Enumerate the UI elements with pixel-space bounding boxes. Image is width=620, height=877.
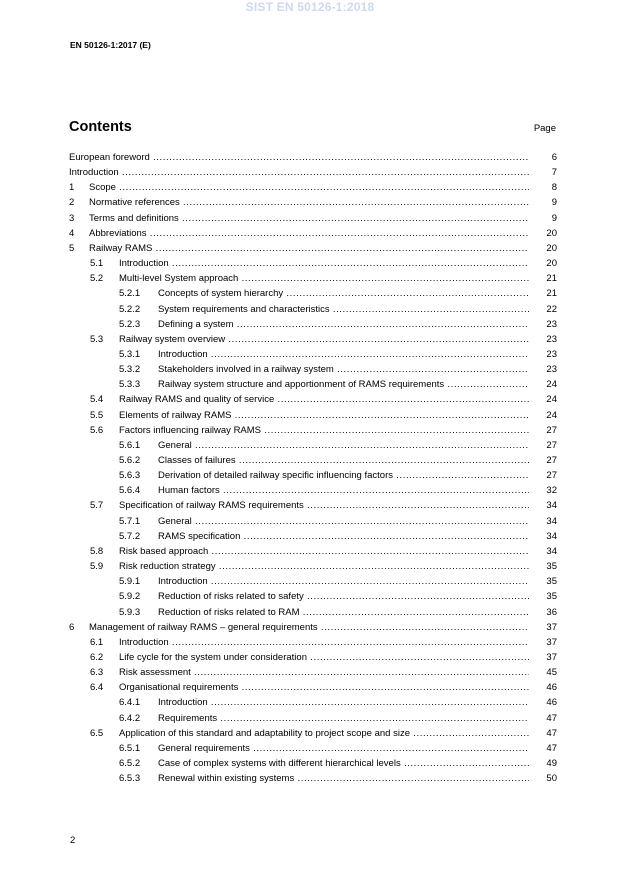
toc-entry-title: Abbreviations ..... [89,226,529,241]
toc-entry-page: 20 [529,241,557,256]
toc-entry-number: 5.7 [90,500,104,512]
toc-entry-number: 5.2 [90,273,104,285]
toc-entry-page: 35 [529,574,557,589]
toc-entry-page: 27 [529,453,557,468]
toc-entry-number: 6.5 [90,727,104,739]
toc-entry-number: 6.5.2 [119,758,141,769]
toc-entry[interactable] [69,756,557,771]
toc-entry-page: 24 [529,392,557,407]
toc-entry[interactable] [69,726,557,741]
toc-entry[interactable] [69,317,557,332]
toc-entry[interactable] [69,620,557,635]
toc-entry-title: Railway system structure and apportionment of RAMS requirements ..... [158,377,529,392]
toc-entry[interactable] [69,226,557,241]
toc-entry[interactable] [69,180,557,195]
toc-entry-page: 20 [529,226,557,241]
toc-entry[interactable] [69,347,557,362]
toc-entry-number: 5.3 [90,333,104,345]
toc-entry-page: 23 [529,347,557,362]
toc-entry-title: Life cycle for the system under consideration ..... [119,650,529,665]
toc-entry-page: 35 [529,589,557,604]
toc-entry-number: 5.2.2 [119,303,141,315]
toc-entry-number: 4 [69,227,75,239]
toc-entry-page: 23 [529,362,557,377]
toc-entry-number: 5.6.3 [119,470,141,482]
toc-entry-number: 2 [69,197,75,209]
toc-entry[interactable] [69,559,557,574]
toc-entry[interactable] [69,544,557,559]
toc-entry[interactable] [69,529,557,544]
toc-entry[interactable] [69,165,557,180]
toc-entry[interactable] [69,271,557,286]
toc-entry-number: 5.3.1 [119,348,141,360]
toc-entry-number: 5.3.3 [119,379,141,391]
toc-entry[interactable] [69,468,557,483]
toc-entry[interactable] [69,711,557,726]
toc-entry-title: System requirements and characteristics ..... [158,302,529,317]
toc-entry-number: 5.4 [90,394,104,406]
toc-entry-number: 5.6.4 [119,485,141,497]
toc-entry-number: 6.4 [90,682,104,694]
toc-entry-title: Reduction of risks related to safety ..... [158,589,529,604]
toc-entry-title: Reduction of risks related to RAM ..... [158,605,529,620]
toc-entry-title: Multi-level System approach ..... [119,271,529,286]
toc-entry-number: 5.5 [90,409,104,421]
footer-page-number: 2 [70,835,76,846]
toc-entry-page: 34 [529,498,557,513]
toc-entry-number: 5.1 [90,258,104,270]
toc-entry[interactable] [69,665,557,680]
toc-entry-title: RAMS specification ..... [158,529,529,544]
toc-entry[interactable] [69,332,557,347]
toc-entry[interactable] [69,302,557,317]
toc-entry[interactable] [69,453,557,468]
toc-entry-title: Railway RAMS and quality of service ..... [119,392,529,407]
toc-entry-number: 5.2.1 [119,288,141,300]
toc-entry-page: 34 [529,529,557,544]
toc-entry-page: 36 [529,605,557,620]
toc-entry[interactable] [69,498,557,513]
toc-entry-page: 46 [529,695,557,710]
toc-entry-title: Risk assessment ..... [119,665,529,680]
toc-entry[interactable] [69,241,557,256]
toc-entry-page: 37 [529,620,557,635]
toc-entry-title: Railway system overview ..... [119,332,529,347]
toc-entry-title: General ..... [158,514,529,529]
toc-entry-title: Normative references ..... [89,195,529,210]
toc-entry-title: Factors influencing railway RAMS ..... [119,423,529,438]
toc-entry-number: 5.6.2 [119,455,141,466]
toc-entry[interactable] [69,211,557,226]
toc-entry-title: Stakeholders involved in a railway system ..... [158,362,529,377]
toc-entry-number: 5 [69,242,75,254]
toc-entry-number: 6 [69,621,75,633]
toc-entry-number: 6.1 [90,636,104,648]
toc-entry[interactable] [69,635,557,650]
toc-entry-number: 6.4.2 [119,712,141,724]
toc-entry-title: Requirements ..... [158,711,529,726]
toc-entry[interactable] [69,574,557,589]
toc-entry-number: 5.7.2 [119,530,141,542]
toc-entry-number: 5.3.2 [119,364,141,376]
toc-entry-page: 34 [529,514,557,529]
toc-entry[interactable] [69,438,557,453]
toc-entry-title: Specification of railway RAMS requirements ..... [119,498,529,513]
toc-entry-number: 6.5.3 [119,773,141,785]
toc-entry-number: 5.9.3 [119,606,141,618]
toc-entry-number: 6.2 [90,651,104,663]
toc-entry-title: Human factors ..... [158,483,529,498]
toc-entry[interactable] [69,650,557,665]
toc-entry-title: Introduction ..... [119,256,529,271]
toc-entry-number: 5.9 [90,561,104,573]
toc-entry[interactable] [69,680,557,695]
document-id: EN 50126-1:2017 (E) [70,40,151,50]
toc-entry-page: 23 [529,332,557,347]
toc-entry-title: European foreword ..... [69,150,529,165]
toc-entry[interactable] [69,195,557,210]
toc-entry-page: 45 [529,665,557,680]
toc-entry-title: General ..... [158,438,529,453]
toc-entry-page: 35 [529,559,557,574]
toc-entry-number: 6.4.1 [119,697,141,709]
toc-entry[interactable] [69,286,557,301]
toc-entry[interactable] [69,377,557,392]
toc-entry-page: 9 [529,195,557,210]
toc-entry-title: Terms and definitions ..... [89,211,529,226]
toc-entry-number: 5.8 [90,545,104,557]
toc-entry-page: 7 [529,165,557,180]
toc-entry-title: Defining a system ..... [158,317,529,332]
toc-entry[interactable] [69,771,557,786]
toc-entry-page: 27 [529,438,557,453]
toc-entry-page: 22 [529,302,557,317]
toc-entry-number: 5.9.2 [119,591,141,603]
toc-entry-title: Concepts of system hierarchy ..... [158,286,529,301]
toc-entry-title: Railway RAMS ..... [89,241,529,256]
toc-entry-title: Organisational requirements ..... [119,680,529,695]
toc-entry-page: 32 [529,483,557,498]
toc-entry-page: 8 [529,180,557,195]
toc-entry-page: 24 [529,377,557,392]
toc-entry-number: 1 [69,182,75,194]
page-title: Contents [69,119,132,135]
toc-entry-title: Classes of failures ..... [158,453,529,468]
toc-entry-title: Derivation of detailed railway specific influencing factors ..... [158,468,529,483]
toc-entry[interactable] [69,589,557,604]
toc-entry-number: 5.6.1 [119,439,141,451]
toc-entry-page: 46 [529,680,557,695]
toc-entry-title: Introduction ..... [158,574,529,589]
toc-entry[interactable] [69,256,557,271]
toc-entry-title: Scope ..... [89,180,529,195]
toc-entry-number: 5.6 [90,424,104,436]
toc-entry-page: 37 [529,650,557,665]
toc-entry-page: 47 [529,711,557,726]
toc-entry-title: Management of railway RAMS – general requirements ..... [89,620,529,635]
toc-entry-title: Introduction ..... [158,347,529,362]
toc-entry-page: 49 [529,756,557,771]
toc-entry[interactable] [69,150,557,165]
toc-entry[interactable] [69,392,557,407]
toc-entry-page: 20 [529,256,557,271]
toc-entry-page: 24 [529,408,557,423]
toc-entry-number: 5.7.1 [119,515,141,527]
toc-entry-title: Risk reduction strategy ..... [119,559,529,574]
toc-entry-title: General requirements ..... [158,741,529,756]
watermark: SIST EN 50126-1:2018 [245,0,375,14]
toc-entry-page: 21 [529,286,557,301]
toc-entry-page: 47 [529,741,557,756]
toc-entry-page: 9 [529,211,557,226]
toc-entry[interactable] [69,605,557,620]
toc-entry-page: 27 [529,468,557,483]
toc-entry-page: 50 [529,771,557,786]
toc-entry[interactable] [69,695,557,710]
toc-entry[interactable] [69,408,557,423]
toc-entry-title: Application of this standard and adaptability to project scope and size ..... [119,726,529,741]
toc-entry-title: Renewal within existing systems ..... [158,771,529,786]
toc-entry[interactable] [69,423,557,438]
toc-entry-title: Introduction ..... [69,165,529,180]
toc-entry-title: Risk based approach ..... [119,544,529,559]
toc-entry-number: 5.2.3 [119,318,141,330]
toc-entry-title: Case of complex systems with different hierarchical levels ..... [158,756,529,771]
toc-entry-title: Introduction ..... [119,635,529,650]
toc-entry-page: 27 [529,423,557,438]
toc-entry-number: 6.5.1 [119,742,141,754]
toc-entry-number: 5.9.1 [119,576,141,588]
toc-entry-page: 21 [529,271,557,286]
toc-entry-number: 3 [69,212,75,224]
page-column-label: Page [533,123,556,134]
toc-entry-page: 34 [529,544,557,559]
toc-entry[interactable] [69,514,557,529]
toc-entry-page: 23 [529,317,557,332]
toc-entry-title: Introduction ..... [158,695,529,710]
toc-entry[interactable] [69,483,557,498]
toc-entry[interactable] [69,362,557,377]
toc-entry-title: Elements of railway RAMS ..... [119,408,529,423]
toc-entry-page: 37 [529,635,557,650]
toc-entry-number: 6.3 [90,667,104,679]
toc-entry[interactable] [69,741,557,756]
toc-entry-page: 6 [529,150,557,165]
toc-entry-page: 47 [529,726,557,741]
